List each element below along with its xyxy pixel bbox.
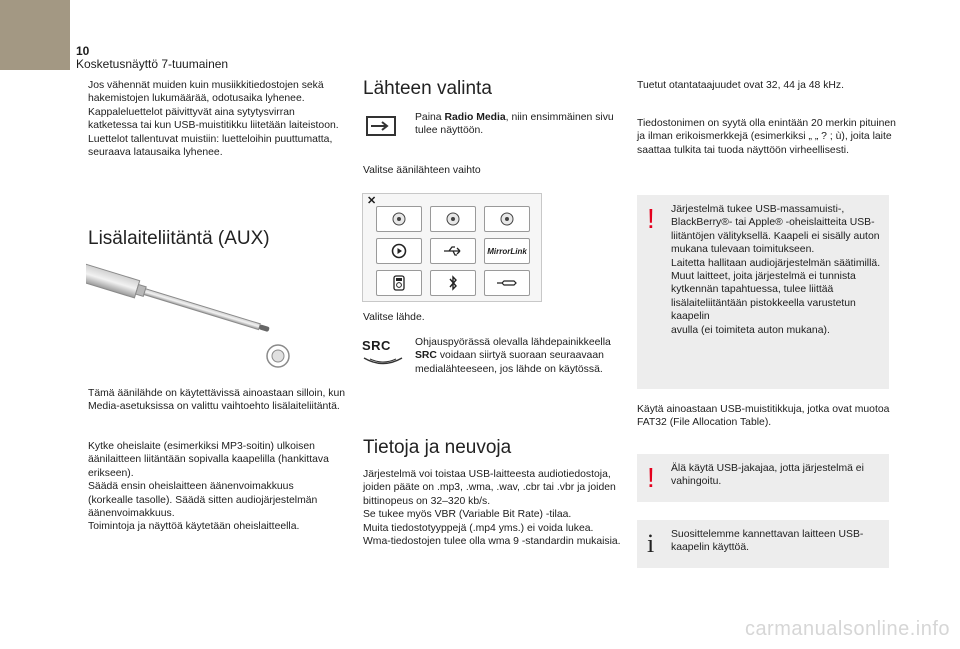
- radio-dial-icon: [500, 212, 514, 226]
- aux-jack-icon: [496, 278, 518, 288]
- source-button-ipod[interactable]: [376, 270, 422, 296]
- source-button-disc[interactable]: [376, 238, 422, 264]
- fat32-text: Käytä ainoastaan USB-muistitikkuja, jotka ovat muotoa FAT32 (File Allocation Table).: [637, 404, 890, 429]
- select-source-change-text: Valitse äänilähteen vaihto: [363, 165, 481, 176]
- sampling-rates-text: Tuetut otantataajuudet ovat 32, 44 ja 48 kHz.: [637, 80, 844, 91]
- aux-paragraph-2: Kytke oheislaite (esimerkiksi MP3-soitin) ulkoisen äänilaitteen liitäntään sopivalla kaapelilla (hankittava erikseen). Säädä ensin oheislaitteen äänenvoimakkuus (korkealle tasolle). Säädä sitten audiojärjestelmän äänenvoimakkuus. Toimintoja ja näyttöä käytetään oheislaitteella.: [88, 441, 329, 533]
- aux-paragraph-1: Tämä äänilähde on käytettävissä ainoastaan silloin, kun Media-asetuksissa on valittu vaihtoehto lisälaiteliitäntä.: [88, 388, 346, 413]
- source-button-radio-3[interactable]: [484, 206, 530, 232]
- steering-button-shape: [362, 355, 404, 369]
- radio-dial-icon: [446, 212, 460, 226]
- radio-media-icon: [364, 114, 402, 140]
- source-selection-screen: [362, 193, 542, 302]
- source-button-bluetooth[interactable]: [430, 270, 476, 296]
- radio-media-label: Radio Media: [444, 112, 506, 123]
- close-icon[interactable]: ✕: [367, 195, 377, 207]
- source-button-mirrorlink[interactable]: MirrorLink: [484, 238, 530, 264]
- source-selection-heading: Lähteen valinta: [363, 78, 492, 99]
- intro-paragraph: Jos vähennät muiden kuin musiikkitiedostojen sekä hakemistojen lukumäärää, odotusaika lyhenee. Kappaleluettelot päivittyvät aina sytytysvirran katketessa tai kun USB-muistitikku liitetään laiteistoon. Luettelot tallentuvat muistiin: luetteloihin puuttumatta, seuraava latausaika lyhenee.: [88, 80, 339, 159]
- warning-note-text: Älä käytä USB-jakajaa, jotta järjestelmä ei vahingoitu.: [671, 463, 864, 488]
- info-icon: i: [647, 529, 655, 558]
- portable-player-icon: [393, 275, 405, 291]
- steering-src-text: Ohjauspyörässä olevalla lähdepainikkeella SRC voidaan siirtyä suoraan seuraavaan medialähteeseen, jos lähde on käytössä.: [415, 337, 611, 375]
- info-note-text: Suosittelemme kannettavan laitteen USB- kaapelin käyttöä.: [671, 529, 864, 554]
- source-button-radio-2[interactable]: [430, 206, 476, 232]
- src-label: SRC: [362, 338, 391, 353]
- src-inline-label: SRC: [415, 350, 437, 362]
- press-radio-media-text: Paina Radio Media, niin ensimmäinen sivu tulee näyttöön.: [415, 112, 614, 137]
- tips-paragraph: Järjestelmä voi toistaa USB-laitteesta audiotiedostoja, joiden pääte on .mp3, .wma, .wav, .cbr tai .vbr ja joiden bittinopeus on 32–320 kb/s. Se tukee myös VBR (Variable Bit Rate) -tilaa. Muita tiedostotyyppejä (.mp4 yms.) ei voida lukea. Wma-tiedostojen tulee olla wma 9 -standardin mukaisia.: [363, 469, 621, 548]
- watermark: carmanualsonline.info: [744, 618, 950, 640]
- info-note-usb-cable: [637, 520, 889, 568]
- aux-cable-illustration: [86, 258, 296, 370]
- source-button-radio-1[interactable]: [376, 206, 422, 232]
- source-button-usb[interactable]: [430, 238, 476, 264]
- filenames-text: Tiedostonimen on syytä olla enintään 20 merkin pituinen ja ilman erikoismerkkejä (esimerkiksi „ „ ? ; ù), joita laite saattaa tulkita tai tuoda näyttöön virheellisesti.: [637, 118, 896, 156]
- source-button-aux[interactable]: [484, 270, 530, 296]
- tips-heading: Tietoja ja neuvoja: [363, 437, 512, 458]
- radio-dial-icon: [392, 212, 406, 226]
- bluetooth-icon: [448, 275, 458, 291]
- usb-icon: [443, 245, 463, 257]
- section-title: Kosketusnäyttö 7-tuumainen: [76, 57, 229, 71]
- warning-icon: !: [647, 203, 655, 234]
- warning-note-text: Järjestelmä tukee USB-massamuisti-, BlackBerry®- tai Apple® -oheislaitteita USB- liitäntöjen välityksellä. Kaapeli ei sisälly auton mukana tulevaan toimitukseen. Laitetta hallitaan audiojärjestelmän säätimillä. Muut laitteet, joita järjestelmä ei tunnista kytkennän tapahtuessa, tulee liittää lisälaiteliitäntään pistokkeella varustetun kaapelin avulla (ei toimiteta auton mukana).: [671, 204, 881, 336]
- warning-icon: !: [647, 462, 655, 493]
- warning-note-usb-devices: [637, 195, 889, 389]
- page-number: 10: [76, 44, 90, 58]
- select-source-text: Valitse lähde.: [363, 312, 425, 323]
- play-circle-icon: [391, 243, 407, 259]
- page-corner-tab: [0, 0, 70, 70]
- aux-heading: Lisälaiteliitäntä (AUX): [88, 228, 270, 249]
- warning-note-usb-hub: [637, 454, 889, 502]
- src-steering-button-icon: [362, 338, 404, 372]
